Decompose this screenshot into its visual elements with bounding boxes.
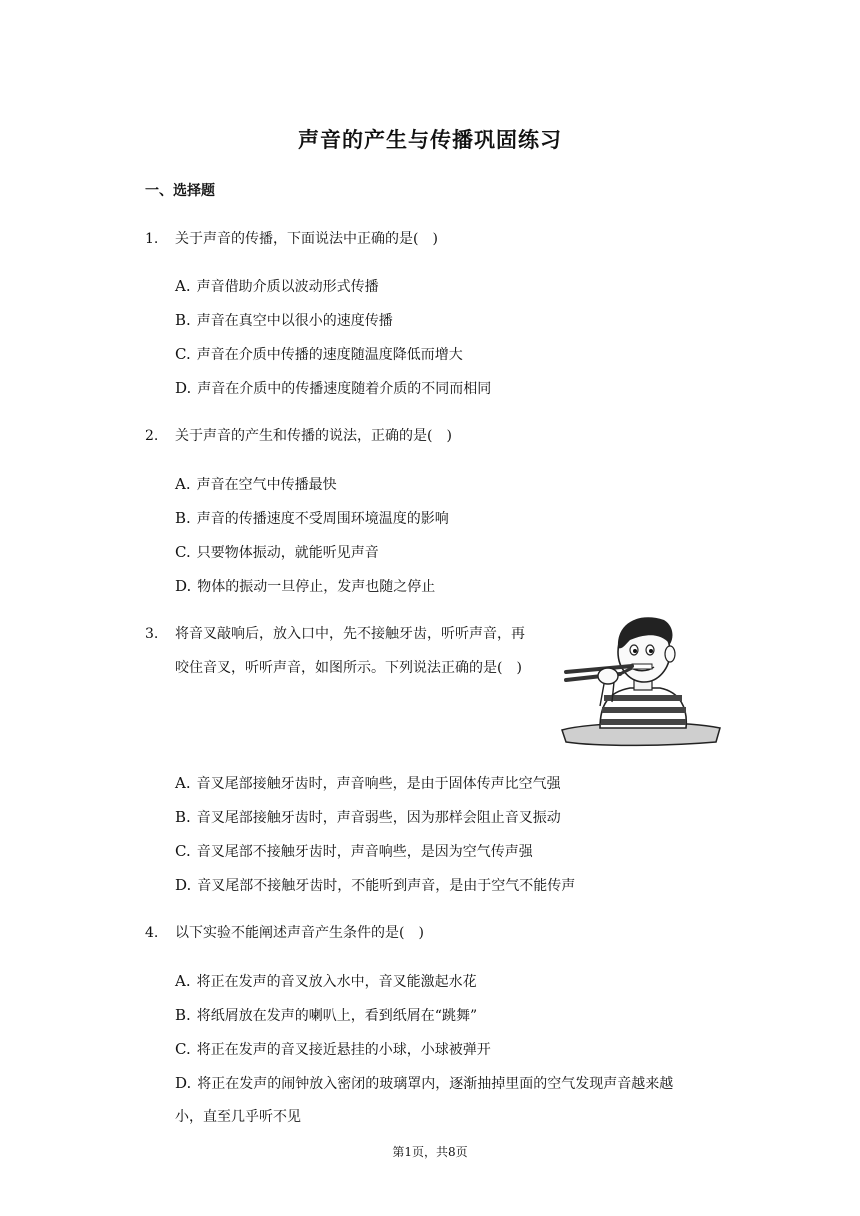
option-1c: C. 声音在介质中传播的速度随温度降低而增大 [175, 345, 463, 363]
option-3d: D. 音叉尾部不接触牙齿时，不能听到声音，是由于空气不能传声 [175, 876, 576, 894]
question-number: 2. [145, 428, 159, 444]
option-2c: C. 只要物体振动，就能听见声音 [175, 543, 379, 561]
page-footer: 第1页，共8页 [392, 1145, 468, 1159]
question-stem: 关于声音的传播，下面说法中正确的是( ) [175, 231, 438, 247]
option-1a: A. 声音借助介质以波动形式传播 [175, 277, 379, 295]
option-1d: D. 声音在介质中的传播速度随着介质的不同而相同 [175, 379, 492, 397]
question-number: 1. [145, 231, 159, 247]
question-stem-line-2: 咬住音叉，听听声音，如图所示。下列说法正确的是( ) [175, 660, 522, 676]
question-2 [145, 419, 452, 453]
option-4c: C. 将正在发声的音叉接近悬挂的小球，小球被弹开 [175, 1040, 491, 1058]
option-2d: D. 物体的振动一旦停止，发声也随之停止 [175, 577, 436, 595]
question-stem: 关于声音的产生和传播的说法，正确的是( ) [175, 428, 452, 444]
option-4a: A. 将正在发声的音叉放入水中，音叉能激起水花 [175, 972, 477, 990]
option-2a: A. 声音在空气中传播最快 [175, 475, 337, 493]
question-4 [145, 916, 424, 950]
option-4d-continued: 小，直至几乎听不见 [175, 1109, 301, 1125]
question-1 [145, 222, 438, 256]
option-2b: B. 声音的传播速度不受周围环境温度的影响 [175, 509, 449, 527]
option-3b: B. 音叉尾部接触牙齿时，声音弱些，因为那样会阻止音叉振动 [175, 808, 561, 826]
question-number: 4. [145, 925, 159, 941]
question-number: 3. [145, 626, 159, 642]
section-heading: 一、选择题 [145, 183, 215, 199]
question-stem-line-1: 将音叉敲响后，放入口中，先不接触牙齿，听听声音，再 [175, 626, 525, 642]
option-3c: C. 音叉尾部不接触牙齿时，声音响些，是因为空气传声强 [175, 842, 533, 860]
question-3 [145, 617, 525, 685]
boy-tuning-fork-illustration [560, 610, 722, 750]
option-4d: D. 将正在发声的闹钟放入密闭的玻璃罩内，逐渐抽掉里面的空气发现声音越来越 [175, 1074, 674, 1092]
option-3a: A. 音叉尾部接触牙齿时，声音响些，是由于固体传声比空气强 [175, 774, 561, 792]
option-1b: B. 声音在真空中以很小的速度传播 [175, 311, 393, 329]
page-title: 声音的产生与传播巩固练习 [298, 128, 562, 152]
question-stem: 以下实验不能阐述声音产生条件的是( ) [175, 925, 424, 941]
option-4b: B. 将纸屑放在发声的喇叭上，看到纸屑在“跳舞” [175, 1006, 478, 1024]
